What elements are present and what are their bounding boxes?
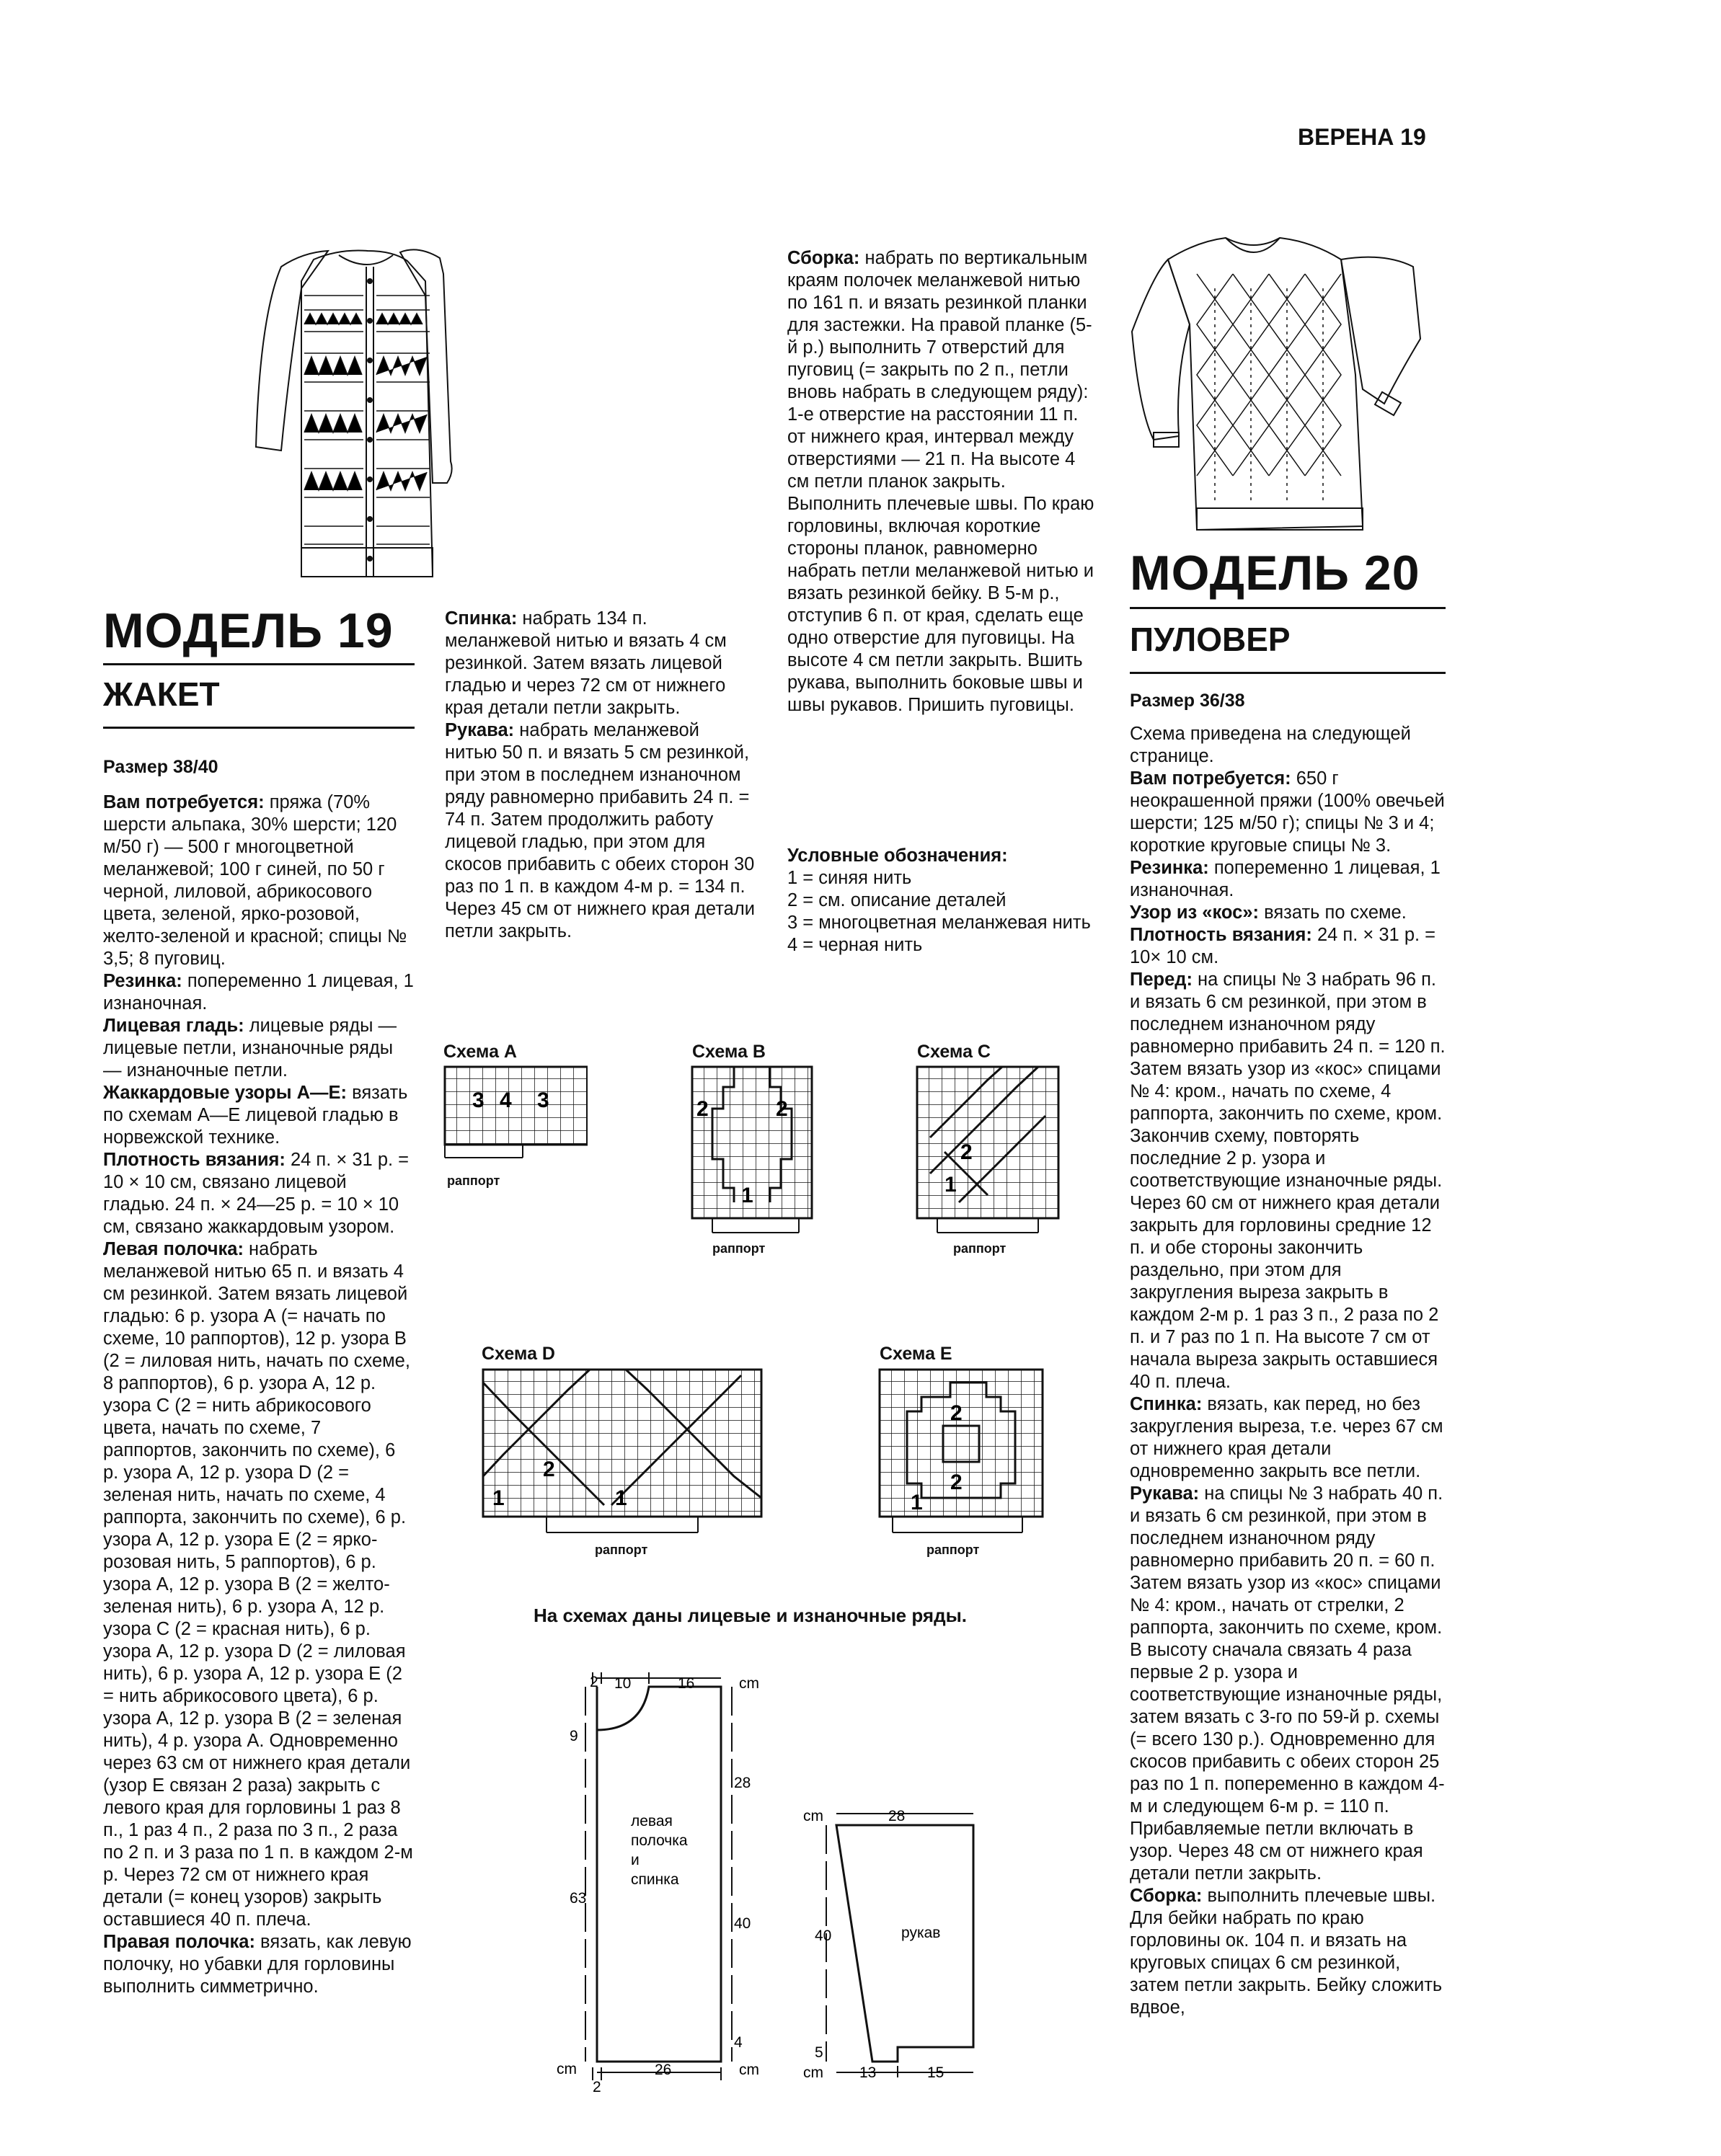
dim-label: 4	[734, 2034, 743, 2051]
chart-a	[443, 1065, 588, 1174]
page-header: ВЕРЕНА 19	[1298, 124, 1426, 150]
paragraph: Правая полочка: вязать, как левую полочку, но убавки для горловины выполнить симметрично.	[103, 1932, 412, 1997]
chart-c-num: 2	[960, 1140, 973, 1164]
pullover-illustration	[1125, 231, 1428, 548]
legend-title: Условные обозначения:	[787, 846, 1008, 866]
paragraph: Плотность вязания: 24 п. × 31 р. = 10× 10 см.	[1130, 925, 1436, 967]
chart-d-title: Схема D	[482, 1344, 555, 1364]
chart-e-num: 1	[911, 1491, 923, 1514]
dim-label: 63	[570, 1890, 587, 1907]
legend-item: 4 = черная нить	[787, 935, 923, 955]
legend-item: 3 = многоцветная меланжевая нить	[787, 913, 1091, 933]
model20-rule-2	[1130, 672, 1446, 674]
chart-d-num: 1	[615, 1486, 627, 1510]
chart-b-num: 2	[696, 1097, 709, 1121]
chart-a-num: 3	[472, 1088, 485, 1112]
dim-label: cm	[739, 2062, 759, 2078]
dim-label: 5	[815, 2044, 823, 2061]
dim-label: 15	[927, 2064, 944, 2081]
paragraph: Перед: на спицы № 3 набрать 96 п. и вязать 6 см резинкой, при этом в последнем изнаночном ряду равномерно прибавить 24 п. = 120 п. Затем вязать узор из «кос» спицами № 4: кром., начать по схеме, 4 раппорта, закончить по схеме, кром. Закончив схему, повторять последние 2 р. узора и соответствующие изнаночные ряды. Через 60 см от нижнего края детали закрыть для горловины средние 12 п. и обе стороны закончить раздельно, при этом для закругления выреза закрыть в каждом 2-м р. 1 раз 3 п., 2 раза по 2 п. и 7 раз по 1 п. На высоте 7 см от начала выреза закрыть оставшиеся 40 п. плеча.	[1130, 970, 1446, 1392]
piece-label: и	[631, 1852, 640, 1868]
paragraph: Спинка: вязать, как перед, но без закругления выреза, т.е. через 67 см от нижнего края детали одновременно закрыть все петли.	[1130, 1394, 1443, 1481]
chart-c-num: 1	[944, 1173, 957, 1197]
dim-label: 26	[655, 2062, 672, 2078]
model20-subtitle: ПУЛОВЕР	[1130, 621, 1291, 658]
chart-c	[916, 1065, 1060, 1246]
model19-title: МОДЕЛЬ 19	[103, 603, 394, 658]
model20-rule	[1130, 607, 1446, 609]
piece-label: левая	[631, 1813, 673, 1829]
paragraph: Левая полочка: набрать меланжевой нитью 65 п. и вязать 4 см резинкой. Затем вязать лицевой гладью: 6 р. узора А (= начать по схеме, 10 раппортов), 12 р. узора В (2 = лиловая нить, начать по схеме, 8 раппортов), 6 р. узора А, 12 р. узора С (2 = нить абрикосового цвета, начать по схеме, 7 раппортов, закончить по схеме), 6 р. узора А, 12 р. узора D (2 = зеленая нить, начать по схеме, 4 раппорта, закончить по схеме), 6 р. узора А, 12 р. узора Е (2 = ярко-розовая нить, 5 раппортов), 6 р. узора А, 12 р. узора В (2 = желто-зеленая нить), 6 р. узора А, 12 р. узора С (2 = красная нить), 6 р. узора А, 12 р. узора D (2 = лиловая нить), 6 р. узора А, 12 р. узора Е (2 = нить абрикосового цвета), 6 р. узора А, 12 р. узора В (2 = зеленая нить), 4 р. узора А. Одновременно через 63 см от нижнего края детали (узор Е связан 2 раза) закрыть с левого края для горловины 1 раз 8 п., 1 раз 4 п., 2 раза по 3 п., 2 раза по 2 п. и 3 раза по 1 п. в каждом 2-м р. Через 72 см от нижнего края детали (= конец узоров) закрыть оставшиеся 40 п. плеча.	[103, 1239, 413, 1930]
chart-b-title: Схема В	[692, 1042, 766, 1062]
legend	[787, 845, 1099, 957]
dim-label: 28	[888, 1809, 906, 1824]
dim-label: 2	[590, 1674, 598, 1690]
chart-e-title: Схема Е	[880, 1344, 952, 1364]
chart-c-repeat: раппорт	[953, 1241, 1007, 1256]
paragraph: Резинка: попеременно 1 лицевая, 1 изнаночная.	[103, 971, 414, 1013]
model19-col2	[445, 608, 756, 943]
dim-label: cm	[557, 2061, 577, 2077]
model19-rule-2	[103, 727, 415, 729]
legend-item: 1 = синяя нить	[787, 868, 912, 888]
paragraph: Рукава: набрать меланжевой нитью 50 п. и вязать 5 см резинкой, при этом в последнем изнаночном ряду равномерно прибавить 24 п. = 74 п. Затем продолжить работу лицевой гладью, при этом для скосов прибавить с обеих сторон 30 раз по 1 п. в каждом 4-м р. = 134 п. Через 45 см от нижнего края детали петли закрыть.	[445, 720, 755, 941]
model20-size: Размер 36/38	[1130, 691, 1245, 711]
paragraph: Сборка: набрать по вертикальным краям полочек меланжевой нитью по 161 п. и вязать резинкой планки для застежки. На правой планке (5-й р.) выполнить 7 отверстий для пуговиц (= закрыть по 2 п., петли вновь набрать в следующем ряду): 1-е отверстие на расстоянии 11 п. от нижнего края, интервал между отверстиями — 21 п. На высоте 4 см петли планок закрыть. Выполнить плечевые швы. По краю горловины, включая короткие стороны планок, равномерно набрать петли меланжевой нитью и вязать резинкой бейку. В 5-м р., отступив 6 п. от края, сделать еще одно отверстие для пуговицы. На высоте 4 см петли закрыть. Вшить рукава, выполнить боковые швы и швы рукавов. Пришить пуговицы.	[787, 248, 1094, 715]
piece-label: спинка	[631, 1871, 679, 1888]
paragraph: Плотность вязания: 24 п. × 31 р. = 10 × 10 см, связано лицевой гладью. 24 п. × 24—25 р. = 10 × 10 см, связано жаккардовым узором.	[103, 1150, 410, 1237]
chart-e	[878, 1368, 1044, 1541]
dim-label: cm	[739, 1675, 759, 1692]
chart-d-repeat: раппорт	[595, 1543, 648, 1557]
paragraph: Вам потребуется: 650 г неокрашенной пряжи (100% овечьей шерсти; 125 м/50 г); спицы № 3 и 4; короткие круговые спицы № 3.	[1130, 768, 1445, 856]
dim-label: 13	[859, 2064, 877, 2081]
model19-subtitle: ЖАКЕТ	[103, 675, 220, 713]
piece-label: рукав	[901, 1925, 941, 1941]
dim-label: cm	[803, 2064, 823, 2081]
model19-col1	[103, 791, 415, 1998]
paragraph: Сборка: выполнить плечевые швы. Для бейки набрать по краю горловины ок. 104 п. и вязать на круговых спицах 6 см резинкой, затем петли закрыть. Бейку сложить вдвое,	[1130, 1886, 1443, 2018]
paragraph: Спинка: набрать 134 п. меланжевой нитью и вязать 4 см резинкой. Затем вязать лицевой гладью и через 72 см от нижнего края детали петли закрыть.	[445, 608, 727, 718]
paragraph: Резинка: попеременно 1 лицевая, 1 изнаночная.	[1130, 858, 1441, 900]
chart-e-num: 2	[950, 1401, 963, 1425]
dim-label: cm	[803, 1809, 823, 1824]
dim-label: 28	[734, 1775, 751, 1791]
chart-a-num: 3	[537, 1088, 549, 1112]
paragraph: Вам потребуется: пряжа (70% шерсти альпака, 30% шерсти; 120 м/50 г) — 500 г многоцветной меланжевой; 100 г синей, по 50 г черной, лиловой, абрикосового цвета, зеленой, ярко-розовой, желто-зеленой и красной; спицы № 3,5; 8 пуговиц.	[103, 792, 407, 969]
paragraph: Лицевая гладь: лицевые ряды — лицевые петли, изнаночные ряды — изнаночные петли.	[103, 1016, 397, 1081]
chart-b-repeat: раппорт	[712, 1241, 766, 1256]
model20-title: МОДЕЛЬ 20	[1130, 546, 1420, 600]
dim-label: 40	[815, 1927, 832, 1944]
legend-item: 2 = см. описание деталей	[787, 890, 1007, 910]
chart-d	[482, 1368, 763, 1541]
chart-b	[691, 1065, 813, 1246]
chart-a-repeat: раппорт	[447, 1174, 500, 1188]
chart-e-num: 2	[950, 1470, 963, 1494]
dim-label: 9	[570, 1728, 578, 1744]
charts-note: На схемах даны лицевые и изнаночные ряды.	[534, 1605, 967, 1626]
chart-e-repeat: раппорт	[926, 1543, 980, 1557]
chart-d-num: 2	[543, 1458, 555, 1481]
paragraph: Схема приведена на следующей странице.	[1130, 724, 1411, 766]
model19-rule	[103, 663, 415, 665]
dim-label: 40	[734, 1915, 751, 1932]
dim-label: 10	[614, 1675, 632, 1692]
paragraph: Рукава: на спицы № 3 набрать 40 п. и вязать 6 см резинкой, при этом в последнем изнаночном ряду равномерно прибавить 20 п. = 60 п. Затем вязать узор из «кос» спицами № 4: кром., начать от стрелки, 2 раппорта, закончить по схеме, кром. В высоту сначала связать 4 раза первые 2 р. узора и соответствующие изнаночные ряды, затем вязать с 3-го по 59-й р. схемы (= всего 130 р.). Одновременно для скосов прибавить с обеих сторон 25 раз по 1 п. попеременно в каждом 4-м и следующем 6-м р. = 110 п. Прибавляемые петли включать в узор. Через 48 см от нижнего края детали петли закрыть.	[1130, 1483, 1445, 1884]
model19-size: Размер 38/40	[103, 757, 218, 777]
chart-c-title: Схема С	[917, 1042, 991, 1062]
dim-label: 2	[593, 2079, 601, 2095]
jacket-illustration	[252, 245, 461, 584]
paragraph: Жаккардовые узоры А—Е: вязать по схемам А—Е лицевой гладью в норвежской технике.	[103, 1083, 408, 1148]
model20-col	[1130, 723, 1446, 2019]
model19-col3	[787, 247, 1099, 717]
piece-label: полочка	[631, 1832, 688, 1849]
pattern-sleeve	[800, 1809, 1002, 2112]
paragraph: Узор из «кос»: вязать по схеме.	[1130, 902, 1407, 923]
chart-b-num: 2	[776, 1097, 788, 1121]
chart-a-num: 4	[500, 1088, 512, 1112]
pattern-front-back	[548, 1672, 779, 2105]
dim-label: 16	[678, 1675, 695, 1692]
chart-b-num: 1	[741, 1184, 753, 1207]
chart-d-num: 1	[492, 1486, 505, 1510]
chart-a-title: Схема А	[443, 1042, 517, 1062]
